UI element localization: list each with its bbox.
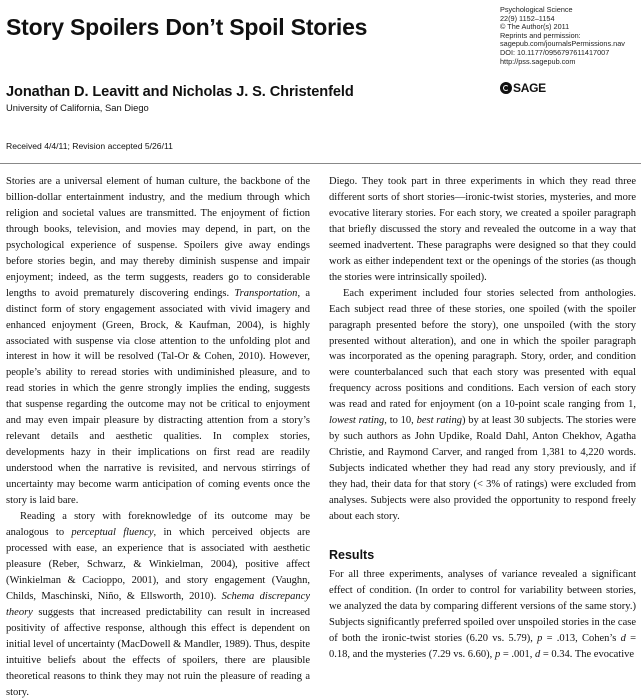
paragraph [329, 174, 636, 286]
italic-symbol: d [534, 648, 541, 660]
italic-term: best rating [416, 415, 462, 427]
header-divider [0, 163, 641, 164]
sage-circle-icon [500, 82, 512, 94]
paragraph [329, 567, 636, 663]
journal-url: http://pss.sagepub.com [500, 56, 576, 66]
italic-term: Transportation [234, 287, 298, 299]
permissions-url: sagepub.com/journalsPermissions.nav [500, 39, 625, 49]
text-run: Reading a story with foreknowledge of its outcome may be analogous to [6, 511, 310, 538]
text-run: Stories are a universal element of human culture, the backbone of the billion-dollar entertainment industry, and the medium through which religion and societal values are transmitted. The enjoyment of fiction through books, television, and movies may depend, in part, on the psychological experience of suspense. Spoilers give away endings before stories begin, and may thereby diminish suspense and impair enjoyment; indeed, as the term suggests, readers go to considerable lengths to avoid prematurely discovering endings. [6, 176, 310, 299]
section-heading-results: Results [329, 547, 375, 562]
article-title: Story Spoilers Don’t Spoil Stories [6, 14, 368, 40]
italic-term: lowest rating [329, 415, 385, 427]
text-run: ) by at least 30 subjects. The stories were by such authors as John Updike, Roald Dahl, Anton Chekhov, Agatha Christie, and Raymond Carver, and ranged from 1,381 to 4,220 words. Subjects indicated whether they had read any story previously, and if they had, their data for that story (< 3% of ratings) were excluded from analyses. Subjects were also provided the opportunity to respond freely about each story. [329, 415, 636, 523]
text-run: Each experiment included four stories selected from anthologies. Each subject read three of these stories, one spoiled (with the spoiler paragraph presented before the story), one unspoiled (with the story presented without alteration), and one in which the spoiler paragraph was incorporated as the opening paragraph. Story, order, and condition were counterbalanced such that each story was presented with equal frequency across positions and conditions. Each version of each story was read and rated for enjoyment (on a 10-point scale ranging from 1, [329, 287, 636, 411]
italic-symbol: d [620, 632, 626, 644]
text-run: = 0.34. The evocative [540, 648, 635, 660]
italic-term: perceptual fluency [71, 526, 154, 538]
text-run: , to 10, [384, 415, 417, 427]
text-run: , a distinct form of story engagement associated with vivid imagery and enhanced enjoyment (Green, Brock, & Kaufman, 2004), is highly associated with suspense via close attention to the unfolding plot and interest in how it will be resolved (Tal-Or & Cohen, 2010). However, people’s ability to reread stories with undiminished pleasure, and to read stories in which the genre strongly implies the ending, suggests that suspense regarding the outcome may not be critical to enjoyment and may even impair pleasure by distracting attention from a story’s relevant details and aesthetic qualities. In complex stories, developments hazy in their implications on first read are readily understood when the narrative is revisited, and nervous stirrings of uncertainty may become warm anticipation of coming events once the story is laid bare. [6, 287, 310, 507]
volume-pages: 22(9) 1152–1154 [500, 13, 555, 23]
italic-symbol: p [537, 632, 543, 644]
italic-symbol: p [494, 648, 501, 660]
text-run: = .013, Cohen’s [542, 632, 621, 644]
sage-logo-text: SAGE [513, 81, 546, 95]
authors: Jonathan D. Leavitt and Nicholas J. S. Christenfeld [6, 84, 354, 100]
journal-name: Psychological Science [500, 5, 573, 14]
received-dates: Received 4/4/11; Revision accepted 5/26/11 [6, 141, 173, 151]
text-run: For all three experiments, analyses of variance revealed a significant effect of condition. (In order to control for variability between stories, we analyzed the data by comparing different versions of the same story.) Subjects significantly preferred spoiled over unspoiled stories in the case of both the ironic-twist stories (6.20 vs. 5.79), [329, 568, 636, 644]
paragraph [329, 286, 636, 525]
text-run: Diego. They took part in three experiments in which they read three different sorts of short stories—ironic-twist stories, mysteries, and more evocative literary stories. For each story, we created a spoiler paragraph that briefly discussed the story and revealed the outcome in a way that seemed inadvertent. These paragraphs were designed so that they could work as either independent text or the openings of the stories (as though the stories were intrinsically spoiled). [329, 176, 636, 283]
paragraph [6, 174, 310, 509]
column-left [6, 174, 310, 700]
affiliation: University of California, San Diego [6, 102, 149, 113]
text-run: , in which perceived objects are processed with ease, an experience that is associated with aesthetic pleasure (Reber, Schwarz, & Winkielman, 2004), positive affect (Winkielman & Cacioppo, 2001), and story engagement (Vaughn, Childs, Maschinski, Niño, & Ellsworth, 2010). [6, 526, 310, 602]
sage-logo [500, 81, 546, 95]
text-run: suggests that increased predictability can result in increased positivity of affective response, although this effect is dependent on initial level of uncertainty (MacDowell & Mandler, 1989). Thus, despite intuitive beliefs about the effects of spoilers, there are plausible theoretical reasons to think they may not ruin the pleasure of reading a story. [6, 606, 310, 698]
text-run: = 0.18, and the mysteries (7.29 vs. 6.60), [329, 632, 636, 660]
paragraph [6, 509, 310, 700]
text-run: = .001, [500, 648, 535, 660]
column-right [329, 174, 636, 663]
doi: DOI: 10.1177/0956797611417007 [500, 47, 610, 57]
italic-term: Schema discrepancy theory [6, 590, 310, 618]
reprints-label: Reprints and permission: [500, 30, 581, 40]
copyright: © The Author(s) 2011 [500, 22, 570, 32]
publication-info [500, 6, 640, 66]
